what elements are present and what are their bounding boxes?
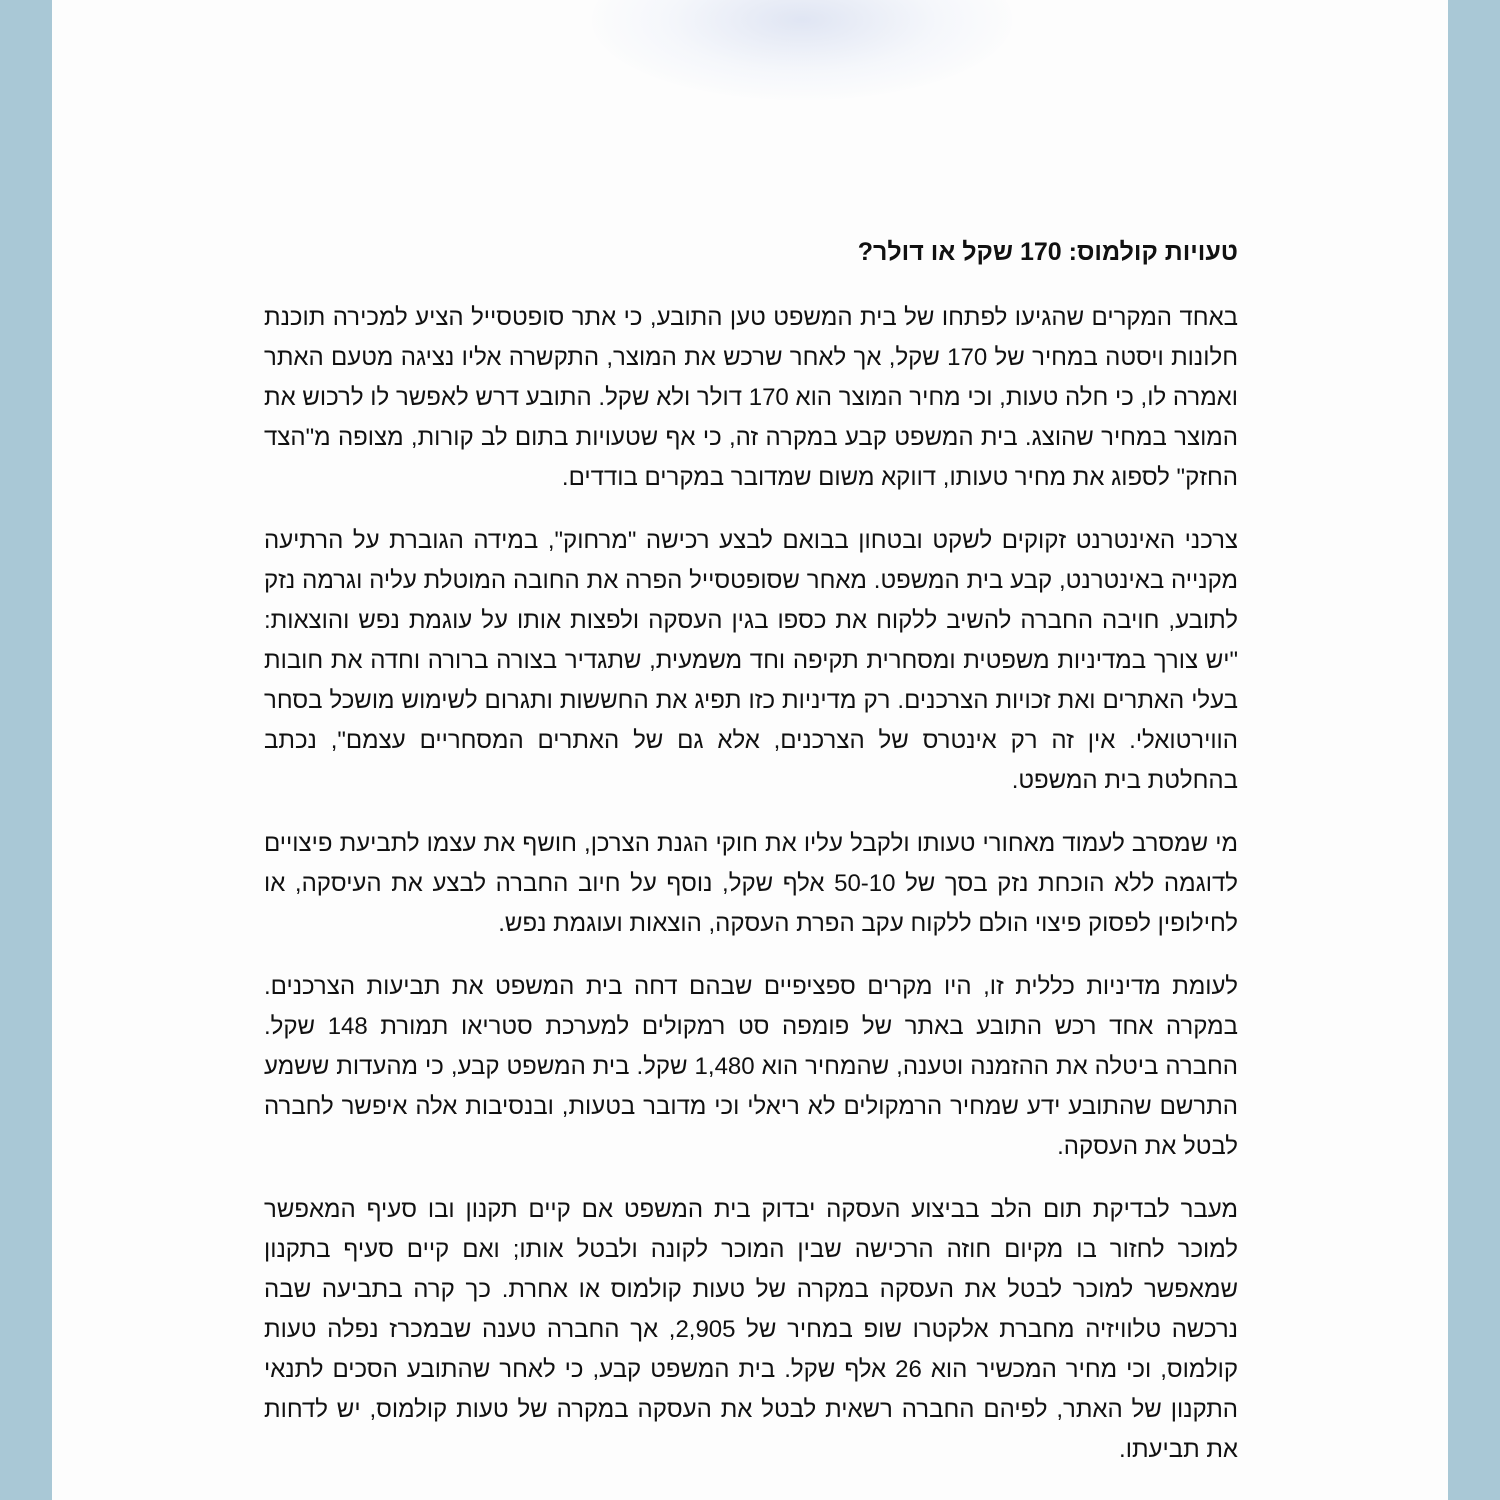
- article-headline: טעויות קולמוס: 170 שקל או דולר?: [857, 238, 1238, 266]
- article-paragraph-4: לעומת מדיניות כללית זו, היו מקרים ספציפיים שבהם דחה בית המשפט את תביעות הצרכנים. במקרה אחד רכש התובע באתר של פומפה סט רמקולים למערכת סטריאו תמורת 148 שקל. החברה ביטלה את ההזמנה וטענה, שהמחיר הוא 1,480 שקל. בית המשפט קבע, כי מהעדות ששמע התרשם שהתובע ידע שמחיר הרמקולים לא ריאלי וכי מדובר בטעות, ובנסיבות אלה איפשר לחברה לבטל את העסקה.: [264, 973, 1239, 1160]
- article-paragraph-2: צרכני האינטרנט זקוקים לשקט ובטחון בבואם לבצע רכישה "מרחוק", במידה הגוברת על הרתיעה מקנייה באינטרנט, קבע בית המשפט. מאחר שסופטסייל הפרה את החובה המוטלת עליה וגרמה נזק לתובע, חויבה החברה להשיב ללקוח את כספו בגין העסקה ולפצות אותו על עוגמת נפש והוצאות: "יש צורך במדיניות משפטית ומסחרית תקיפה וחד משמעית, שתגדיר בצורה ברורה וחדה את חובות בעלי האתרים ואת זכויות הצרכנים. רק מדיניות כזו תפיג את החששות ותגרום לשימוש מושכל בסחר הווירטואלי. אין זה רק אינטרס של הצרכנים, אלא גם של האתרים המסחריים עצמם", נכתב בהחלטת בית המשפט.: [264, 527, 1238, 794]
- article-paragraph-3: מי שמסרב לעמוד מאחורי טעותו ולקבל עליו את חוקי הגנת הצרכן, חושף את עצמו לתביעת פיצויים לדוגמה ללא הוכחת נזק בסך של 50-10 אלף שקל, נוסף על חיוב החברה לבצע את העיסקה, או לחילופין לפסוק פיצוי הולם ללקוח עקב הפרת העסקה, הוצאות ועוגמת נפש.: [264, 830, 1238, 937]
- article-paragraph-1: באחד המקרים שהגיעו לפתחו של בית המשפט טען התובע, כי אתר סופטסייל הציע למכירה תוכנת חלונות ויסטה במחיר של 170 שקל, אך לאחר שרכש את המוצר, התקשרה אליו נציגה מטעם האתר ואמרה לו, כי חלה טעות, וכי מחיר המוצר הוא 170 דולר ולא שקל. התובע דרש לאפשר לו לרכוש את המוצר במחיר שהוצג. בית המשפט קבע במקרה זה, כי אף שטעויות בתום לב קורות, מצופה מ"הצד החזק" לספוג את מחיר טעותו, דווקא משום שמדובר במקרים בודדים.: [264, 304, 1239, 491]
- scanned-page: [52, 0, 1448, 1500]
- article-paragraph-5: מעבר לבדיקת תום הלב בביצוע העסקה יבדוק בית המשפט אם קיים תקנון ובו סעיף המאפשר למוכר לחזור בו מקיום חוזה הרכישה שבין המוכר לקונה ולבטל אותו; ואם קיים סעיף בתקנון שמאפשר למוכר לבטל את העסקה במקרה של טעות קולמוס או אחרת. כך קרה בתביעה שבה נרכשה טלוויזיה מחברת אלקטרו שופ במחיר של 2,905, אך החברה טענה שבמכרז נפלה טעות קולמוס, וכי מחיר המכשיר הוא 26 אלף שקל. בית המשפט קבע, כי לאחר שהתובע הסכים לתנאי התקנון של האתר, לפיהם החברה רשאית לבטל את העסקה במקרה של טעות קולמוס, יש לדחות את תביעתו.: [264, 1196, 1239, 1463]
- scan-smudge: [592, 0, 1012, 100]
- article: [264, 232, 1238, 1493]
